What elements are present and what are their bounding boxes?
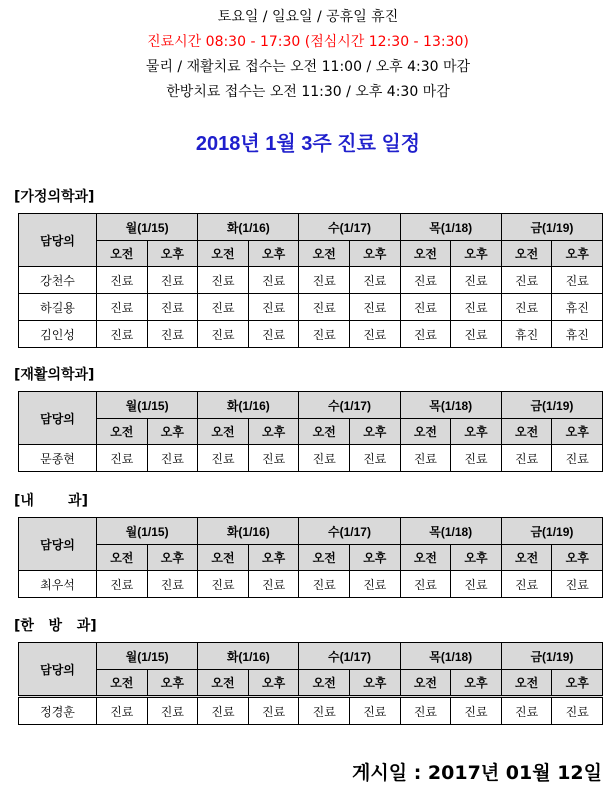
schedule-cell: 진료 — [299, 445, 350, 472]
pm-header: 오후 — [350, 419, 401, 445]
doctor-name: 하길용 — [19, 294, 97, 321]
schedule-cell: 진료 — [248, 445, 299, 472]
schedule-cell: 진료 — [97, 445, 148, 472]
schedule-cell: 진료 — [501, 267, 552, 294]
pm-header: 오후 — [552, 670, 603, 697]
day-header: 수(1/17) — [299, 392, 400, 419]
day-header: 화(1/16) — [198, 392, 299, 419]
schedule-cell: 진료 — [552, 571, 603, 598]
pm-header: 오후 — [350, 241, 401, 267]
day-header: 월(1/15) — [97, 643, 198, 670]
pm-header: 오후 — [147, 670, 198, 697]
schedule-cell: 진료 — [400, 294, 451, 321]
schedule-cell: 진료 — [299, 321, 350, 348]
am-header: 오전 — [299, 545, 350, 571]
schedule-cell: 진료 — [97, 294, 148, 321]
schedule-cell: 휴진 — [501, 321, 552, 348]
schedule-cell: 진료 — [552, 445, 603, 472]
am-header: 오전 — [501, 241, 552, 267]
doctor-row — [19, 571, 603, 598]
schedule-cell: 휴진 — [552, 321, 603, 348]
schedule-cell: 진료 — [248, 697, 299, 725]
schedule-cell: 진료 — [97, 697, 148, 725]
am-header: 오전 — [198, 670, 249, 697]
department-label: [내 과] — [14, 493, 88, 509]
day-header: 금(1/19) — [501, 518, 602, 545]
schedule-cell: 진료 — [147, 445, 198, 472]
schedule-cell: 진료 — [147, 321, 198, 348]
pm-header: 오후 — [350, 670, 401, 697]
pm-header: 오후 — [552, 545, 603, 571]
oriental-deadline-notice: 한방치료 접수는 오전 11:30 / 오후 4:30 마감 — [166, 84, 450, 100]
doctor-row — [19, 321, 603, 348]
day-header: 월(1/15) — [97, 518, 198, 545]
pm-header: 오후 — [248, 419, 299, 445]
am-header: 오전 — [400, 545, 451, 571]
day-header: 수(1/17) — [299, 643, 400, 670]
am-header: 오전 — [97, 241, 148, 267]
am-header: 오전 — [299, 670, 350, 697]
schedule-cell: 진료 — [147, 697, 198, 725]
schedule-cell: 진료 — [198, 321, 249, 348]
schedule-table — [18, 213, 603, 348]
schedule-table — [18, 642, 603, 725]
am-header: 오전 — [501, 670, 552, 697]
am-header: 오전 — [97, 419, 148, 445]
day-header: 목(1/18) — [400, 392, 501, 419]
day-header: 화(1/16) — [198, 214, 299, 241]
pm-header: 오후 — [451, 419, 502, 445]
schedule-cell: 진료 — [350, 267, 401, 294]
schedule-cell: 진료 — [400, 697, 451, 725]
am-header: 오전 — [198, 419, 249, 445]
schedule-cell: 진료 — [299, 267, 350, 294]
day-header: 수(1/17) — [299, 518, 400, 545]
am-header: 오전 — [299, 419, 350, 445]
pm-header: 오후 — [451, 241, 502, 267]
doctor-row — [19, 267, 603, 294]
schedule-cell: 진료 — [400, 267, 451, 294]
schedule-cell: 진료 — [147, 267, 198, 294]
schedule-cell: 진료 — [299, 294, 350, 321]
doctor-column-header: 담당의 — [19, 214, 97, 267]
closed-days-notice: 토요일 / 일요일 / 공휴일 휴진 — [217, 9, 399, 25]
clinic-hours-notice: 진료시간 08:30 - 17:30 (점심시간 12:30 - 13:30) — [147, 34, 469, 50]
day-header: 월(1/15) — [97, 214, 198, 241]
pm-header: 오후 — [552, 419, 603, 445]
schedule-cell: 진료 — [350, 294, 401, 321]
department-label: [재활의학과] — [14, 367, 95, 383]
schedule-cell: 진료 — [97, 267, 148, 294]
pm-header: 오후 — [350, 545, 401, 571]
schedule-cell: 진료 — [501, 294, 552, 321]
schedule-cell: 진료 — [248, 321, 299, 348]
day-header: 금(1/19) — [501, 643, 602, 670]
am-header: 오전 — [299, 241, 350, 267]
schedule-cell: 진료 — [400, 571, 451, 598]
schedule-cell: 진료 — [451, 294, 502, 321]
doctor-name: 문종현 — [19, 445, 97, 472]
schedule-cell: 진료 — [198, 267, 249, 294]
schedule-cell: 진료 — [198, 571, 249, 598]
schedule-cell: 진료 — [451, 697, 502, 725]
am-header: 오전 — [198, 241, 249, 267]
am-header: 오전 — [97, 670, 148, 697]
schedule-cell: 진료 — [147, 294, 198, 321]
schedule-cell: 진료 — [198, 697, 249, 725]
pm-header: 오후 — [248, 545, 299, 571]
doctor-row — [19, 697, 603, 725]
department-label: [가정의학과] — [14, 189, 95, 205]
day-header: 화(1/16) — [198, 518, 299, 545]
pm-header: 오후 — [248, 670, 299, 697]
pm-header: 오후 — [248, 241, 299, 267]
day-header: 목(1/18) — [400, 643, 501, 670]
schedule-cell: 진료 — [451, 321, 502, 348]
schedule-cell: 진료 — [501, 445, 552, 472]
doctor-name: 강천수 — [19, 267, 97, 294]
schedule-cell: 진료 — [451, 445, 502, 472]
day-header: 목(1/18) — [400, 518, 501, 545]
pm-header: 오후 — [451, 545, 502, 571]
schedule-table — [18, 391, 603, 472]
schedule-cell: 진료 — [299, 697, 350, 725]
schedule-cell: 진료 — [552, 267, 603, 294]
schedule-cell: 진료 — [299, 571, 350, 598]
schedule-title: 2018년 1월 3주 진료 일정 — [195, 133, 421, 155]
am-header: 오전 — [400, 670, 451, 697]
am-header: 오전 — [400, 241, 451, 267]
am-header: 오전 — [97, 545, 148, 571]
day-header: 수(1/17) — [299, 214, 400, 241]
schedule-cell: 진료 — [451, 571, 502, 598]
doctor-name: 최우석 — [19, 571, 97, 598]
schedule-cell: 진료 — [198, 294, 249, 321]
schedule-cell: 진료 — [501, 697, 552, 725]
doctor-row — [19, 445, 603, 472]
am-header: 오전 — [400, 419, 451, 445]
pm-header: 오후 — [147, 545, 198, 571]
schedule-cell: 진료 — [97, 321, 148, 348]
schedule-cell: 진료 — [350, 321, 401, 348]
schedule-cell: 휴진 — [552, 294, 603, 321]
doctor-column-header: 담당의 — [19, 643, 97, 697]
day-header: 목(1/18) — [400, 214, 501, 241]
doctor-column-header: 담당의 — [19, 518, 97, 571]
am-header: 오전 — [198, 545, 249, 571]
rehab-deadline-notice: 물리 / 재활치료 접수는 오전 11:00 / 오후 4:30 마감 — [145, 59, 471, 75]
day-header: 화(1/16) — [198, 643, 299, 670]
am-header: 오전 — [501, 419, 552, 445]
day-header: 월(1/15) — [97, 392, 198, 419]
schedule-cell: 진료 — [400, 321, 451, 348]
schedule-cell: 진료 — [501, 571, 552, 598]
schedule-cell: 진료 — [97, 571, 148, 598]
doctor-column-header: 담당의 — [19, 392, 97, 445]
day-header: 금(1/19) — [501, 392, 602, 419]
schedule-cell: 진료 — [350, 445, 401, 472]
schedule-cell: 진료 — [248, 267, 299, 294]
schedule-cell: 진료 — [350, 697, 401, 725]
schedule-cell: 진료 — [198, 445, 249, 472]
posted-date: 게시일 : 2017년 01월 12일 — [352, 762, 602, 784]
doctor-name: 김인성 — [19, 321, 97, 348]
am-header: 오전 — [501, 545, 552, 571]
pm-header: 오후 — [147, 419, 198, 445]
schedule-cell: 진료 — [400, 445, 451, 472]
schedule-cell: 진료 — [552, 697, 603, 725]
pm-header: 오후 — [552, 241, 603, 267]
doctor-name: 정경훈 — [19, 697, 97, 725]
pm-header: 오후 — [451, 670, 502, 697]
schedule-table — [18, 517, 603, 598]
schedule-cell: 진료 — [451, 267, 502, 294]
pm-header: 오후 — [147, 241, 198, 267]
doctor-row — [19, 294, 603, 321]
schedule-cell: 진료 — [350, 571, 401, 598]
department-label: [한 방 과] — [14, 618, 97, 634]
schedule-cell: 진료 — [248, 294, 299, 321]
day-header: 금(1/19) — [501, 214, 602, 241]
schedule-cell: 진료 — [248, 571, 299, 598]
schedule-cell: 진료 — [147, 571, 198, 598]
